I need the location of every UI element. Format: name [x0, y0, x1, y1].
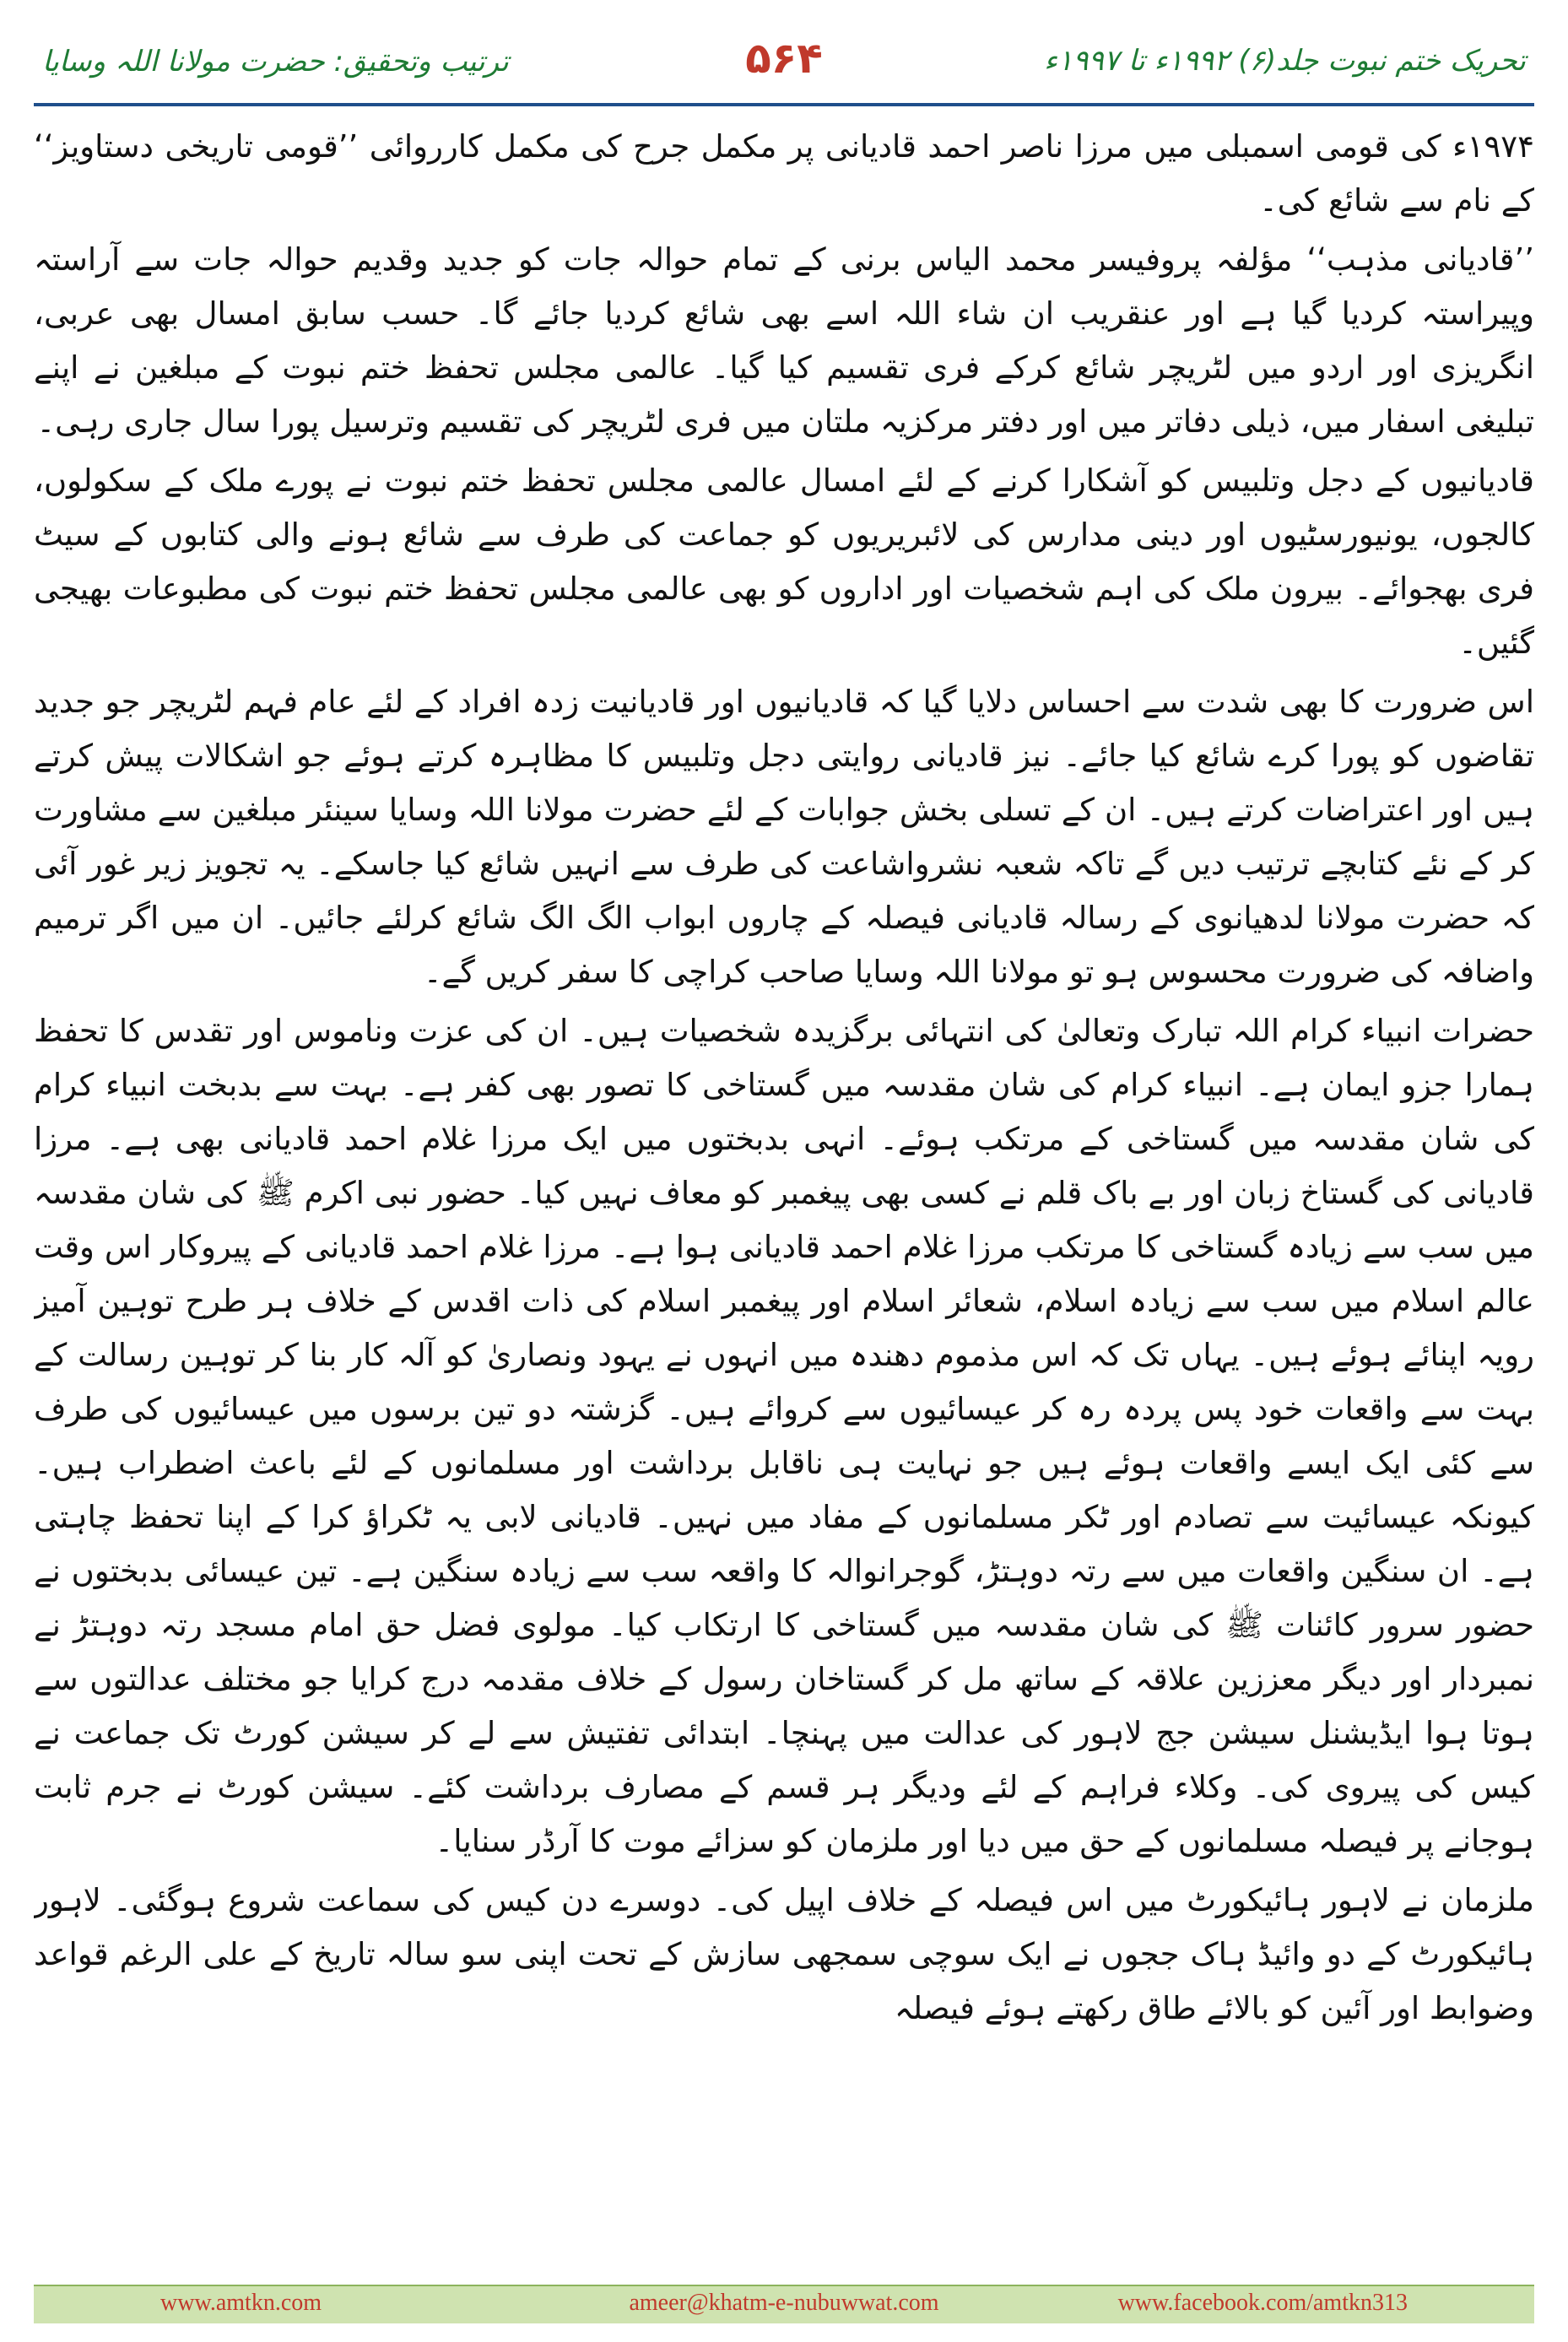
header-compiler-credit: ترتیب وتحقیق: حضرت مولانا اللہ وسایا [42, 45, 509, 78]
page-number: ۵۶۴ [745, 34, 823, 83]
paragraph: اس ضرورت کا بھی شدت سے احساس دلایا گیا کہ قادیانیوں اور قادیانیت زدہ افراد کے لئے عام فہم لٹریچر جو جدید تقاضوں کو پورا کرے شائع کیا جائے۔ نیز قادیانی روایتی دجل وتلبیس کا مظاہرہ کرتے ہوئے جو اشکالات پیش کرتے ہیں اور اعتراضات کرتے ہیں۔ ان کے تسلی بخش جوابات کے لئے حضرت مولانا اللہ وسایا سینئر مبلغین سے مشاورت کر کے نئے کتابچے ترتیب دیں گے تاکہ شعبہ نشرواشاعت کی طرف سے انہیں شائع کیا جاسکے۔ یہ تجویز زیر غور آئی کہ حضرت مولانا لدھیانوی کے رسالہ قادیانی فیصلہ کے چاروں ابواب الگ الگ شائع کرلئے جائیں۔ ان میں اگر ترمیم واضافہ کی ضرورت محسوس ہو تو مولانا اللہ وسایا صاحب کراچی کا سفر کریں گے۔ [34, 684, 1534, 990]
paragraph: ’’قادیانی مذہب‘‘ مؤلفہ پروفیسر محمد الیاس برنی کے تمام حوالہ جات کو جدید وقدیم حوالہ جات سے آراستہ وپیراستہ کردیا گیا ہے اور عنقریب ان شاء اللہ اسے بھی شائع کردیا جائے گا۔ حسب سابق امسال بھی عربی، انگریزی اور اردو میں لٹریچر شائع کرکے فری تقسیم کیا گیا۔ عالمی مجلس تحفظ ختم نبوت کے مبلغین نے اپنے تبلیغی اسفار میں، ذیلی دفاتر میں اور دفتر مرکزیہ ملتان میں فری لٹریچر کی تقسیم وترسیل پورا سال جاری رہی۔ [34, 241, 1534, 440]
footer-website-link[interactable]: www.amtkn.com [160, 2290, 322, 2316]
paragraph: حضرات انبیاء کرام اللہ تبارک وتعالیٰ کی انتہائی برگزیدہ شخصیات ہیں۔ ان کی عزت وناموس اور تقدس کا تحفظ ہمارا جزو ایمان ہے۔ انبیاء کرام کی شان مقدسہ میں گستاخی کا تصور بھی کفر ہے۔ بہت سے بدبخت انبیاء کرام کی شان مقدسہ میں گستاخی کے مرتکب ہوئے۔ انہی بدبختوں میں ایک مرزا غلام احمد قادیانی بھی ہے۔ مرزا قادیانی کی گستاخ زبان اور بے باک قلم نے کسی بھی پیغمبر کو معاف نہیں کیا۔ حضور نبی اکرم ﷺ کی شان مقدسہ میں سب سے زیادہ گستاخی کا مرتکب مرزا غلام احمد قادیانی ہوا ہے۔ مرزا غلام احمد قادیانی کے پیروکار اس وقت عالم اسلام میں سب سے زیادہ اسلام، شعائر اسلام اور پیغمبر اسلام کی ذات اقدس کے خلاف ہر طرح توہین آمیز رویہ اپنائے ہوئے ہیں۔ یہاں تک کہ اس مذموم دھندہ میں انہوں نے یہود ونصاریٰ کو آلہ کار بنا کر توہین رسالت کے بہت سے واقعات خود پس پردہ رہ کر عیسائیوں سے کروائے ہیں۔ گزشتہ دو تین برسوں میں عیسائیوں کی طرف سے کئی ایک ایسے واقعات ہوئے ہیں جو نہایت ہی ناقابل برداشت اور مسلمانوں کے لئے باعث اضطراب ہیں۔ کیونکہ عیسائیت سے تصادم اور ٹکر مسلمانوں کے مفاد میں نہیں۔ قادیانی لابی یہ ٹکراؤ کرا کے اپنا تحفظ چاہتی ہے۔ ان سنگین واقعات میں سے رتہ دوہتڑ، گوجرانوالہ کا واقعہ سب سے زیادہ سنگین ہے۔ تین عیسائی بدبختوں نے حضور سرور کائنات ﷺ کی شان مقدسہ میں گستاخی کا ارتکاب کیا۔ مولوی فضل حق امام مسجد رتہ دوہتڑ نے نمبردار اور دیگر معززین علاقہ کے ساتھ مل کر گستاخان رسول کے خلاف مقدمہ درج کرایا جو مختلف عدالتوں سے ہوتا ہوا ایڈیشنل سیشن جج لاہور کی عدالت میں پہنچا۔ ابتدائی تفتیش سے لے کر سیشن کورٹ تک جماعت نے کیس کی پیروی کی۔ وکلاء فراہم کے لئے ودیگر ہر قسم کے مصارف برداشت کئے۔ سیشن کورٹ نے جرم ثابت ہوجانے پر فیصلہ مسلمانوں کے حق میں دیا اور ملزمان کو سزائے موت کا آرڈر سنایا۔ [34, 1013, 1534, 1859]
header-divider [34, 103, 1534, 106]
page-header [34, 25, 1534, 101]
footer-email-link[interactable]: ameer@khatm-e-nubuwwat.com [629, 2290, 939, 2316]
paragraph: قادیانیوں کے دجل وتلبیس کو آشکارا کرنے کے لئے امسال عالمی مجلس تحفظ ختم نبوت نے پورے ملک کے سکولوں، کالجوں، یونیورسٹیوں اور دینی مدارس کی لائبریریوں کو جماعت کی طرف سے شائع ہونے والی کتابوں کے سیٹ فری بھجوائے۔ بیرون ملک کی اہم شخصیات اور اداروں کو بھی عالمی مجلس تحفظ ختم نبوت کی مطبوعات بھیجی گئیں۔ [34, 462, 1534, 661]
page-footer [34, 2285, 1534, 2323]
footer-facebook-link[interactable]: www.facebook.com/amtkn313 [1117, 2290, 1408, 2316]
header-book-title: تحریک ختم نبوت جلد(۶) ۱۹۹۲ء تا ۱۹۹۷ء [1044, 44, 1526, 78]
paragraph: ۱۹۷۴ء کی قومی اسمبلی میں مرزا ناصر احمد قادیانی پر مکمل جرح کی مکمل کارروائی ’’قومی تاریخی دستاویز‘‘ کے نام سے شائع کی۔ [34, 128, 1534, 219]
page-body [34, 120, 1534, 2247]
paragraph: ملزمان نے لاہور ہائیکورٹ میں اس فیصلہ کے خلاف اپیل کی۔ دوسرے دن کیس کی سماعت شروع ہوگئی۔ لاہور ہائیکورٹ کے دو وائیڈ ہاک ججوں نے ایک سوچی سمجھی سازش کے تحت اپنی سو سالہ تاریخ کے علی الرغم قواعد وضوابط اور آئین کو بالائے طاق رکھتے ہوئے فیصلہ [34, 1882, 1534, 2026]
